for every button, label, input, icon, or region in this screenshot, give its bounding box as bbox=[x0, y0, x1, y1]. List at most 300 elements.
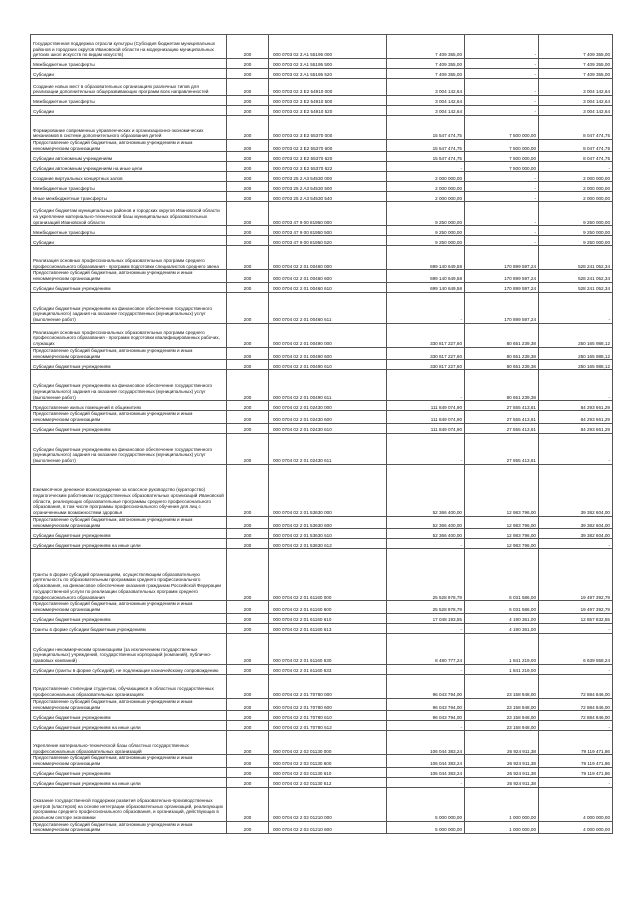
row-executed: 23 158 948,00 bbox=[465, 698, 539, 710]
row-executed: 26 924 911,38 bbox=[465, 731, 539, 755]
row-approved: 17 048 193,55 bbox=[387, 613, 465, 623]
row-approved: 5 000 000,00 bbox=[387, 821, 465, 833]
row-line-code: 200 bbox=[227, 731, 269, 755]
row-approved: - bbox=[387, 623, 465, 633]
table-row bbox=[31, 69, 613, 79]
row-approved: 9 250 000,00 bbox=[387, 202, 465, 226]
row-budget-code: 000 0703 02 3 E2 55370 600 bbox=[269, 140, 387, 152]
row-line-code: 200 bbox=[227, 516, 269, 528]
row-executed: 1 000 000,00 bbox=[465, 821, 539, 833]
row-budget-code: 000 0704 02 2 01 00460 000 bbox=[269, 246, 387, 270]
row-name: Субсидии некоммерческим организациям (за исключением государственных (муниципальных) учреждений, государственных корпораций (компаний), публично-правовых компаний) bbox=[31, 633, 227, 664]
row-unexecuted: 79 119 471,86 bbox=[539, 767, 613, 777]
row-name: Создание новых мест в образовательных организациях различных типов для реализации дополнительных общеразвивающих программ всех направленностей bbox=[31, 79, 227, 96]
row-unexecuted: 72 884 846,00 bbox=[539, 698, 613, 710]
row-budget-code: 000 0704 02 2 01 70780 000 bbox=[269, 674, 387, 698]
row-budget-code: 000 0703 02 3 E2 54910 000 bbox=[269, 79, 387, 96]
row-unexecuted: 2 000 000,00 bbox=[539, 172, 613, 182]
row-executed: - bbox=[465, 202, 539, 226]
table-row bbox=[31, 202, 613, 226]
row-unexecuted: 84 293 661,29 bbox=[539, 401, 613, 411]
row-name: Государственная поддержка отрасли культуры (Субсидия бюджетам муниципальных районов и городских округов Ивановской области на модернизацию муниципальных детских школ искусств по видам искусств) bbox=[31, 35, 227, 59]
row-approved: 25 528 978,79 bbox=[387, 601, 465, 613]
row-line-code: 200 bbox=[227, 116, 269, 140]
row-name: Субсидии бюджетным учреждениям bbox=[31, 711, 227, 721]
row-name: Предоставление субсидий бюджетным, автономным учреждениям и иным некоммерческим организациям bbox=[31, 270, 227, 282]
table-row bbox=[31, 464, 613, 516]
row-budget-code: 000 0703 25 2 A3 54530 540 bbox=[269, 192, 387, 202]
row-executed: 1 841 219,00 bbox=[465, 633, 539, 664]
row-line-code: 200 bbox=[227, 182, 269, 192]
row-approved: 52 366 400,00 bbox=[387, 516, 465, 528]
row-executed: 80 651 239,38 bbox=[465, 360, 539, 370]
row-unexecuted: 7 409 355,00 bbox=[539, 35, 613, 59]
row-unexecuted: 39 382 604,00 bbox=[539, 464, 613, 516]
row-unexecuted: 39 382 604,00 bbox=[539, 529, 613, 539]
row-executed: 7 500 000,00 bbox=[465, 116, 539, 140]
row-unexecuted: 4 000 000,00 bbox=[539, 821, 613, 833]
row-name: Субсидии автономным учреждениям bbox=[31, 152, 227, 162]
row-executed: - bbox=[465, 182, 539, 192]
row-unexecuted: 250 165 988,12 bbox=[539, 360, 613, 370]
row-budget-code: 000 0703 47 9 00 81950 500 bbox=[269, 226, 387, 236]
table-row bbox=[31, 323, 613, 347]
row-name: Межбюджетные трансферты bbox=[31, 226, 227, 236]
row-unexecuted: 4 000 000,00 bbox=[539, 787, 613, 821]
row-executed: - bbox=[465, 236, 539, 246]
row-line-code: 200 bbox=[227, 106, 269, 116]
table-row bbox=[31, 162, 613, 172]
row-approved: 96 043 794,00 bbox=[387, 711, 465, 721]
table-row bbox=[31, 347, 613, 359]
row-executed: 6 031 586,00 bbox=[465, 601, 539, 613]
row-line-code: 200 bbox=[227, 246, 269, 270]
row-executed: 7 500 000,00 bbox=[465, 162, 539, 172]
row-budget-code: 000 0703 02 3 E2 55370 620 bbox=[269, 152, 387, 162]
row-executed: 23 158 948,00 bbox=[465, 721, 539, 731]
row-approved: 7 409 355,00 bbox=[387, 59, 465, 69]
row-budget-code: 000 0704 02 2 01 02430 600 bbox=[269, 411, 387, 423]
row-name: Субсидии bbox=[31, 236, 227, 246]
table-row bbox=[31, 360, 613, 370]
row-executed: 6 031 586,00 bbox=[465, 549, 539, 601]
row-budget-code: 000 0703 47 9 00 81950 520 bbox=[269, 236, 387, 246]
row-name: Предоставление субсидий бюджетным, автономным учреждениям и иным некоммерческим организациям bbox=[31, 821, 227, 833]
row-name: Оказание государственной поддержки развития образовательно-производственных центров (кластеров) на основе интеграции образовательных организаций, реализующих программы среднего профессионального образования, и организаций, действующих в реальном секторе экономики bbox=[31, 787, 227, 821]
row-budget-code: 000 0704 02 2 02 01130 000 bbox=[269, 731, 387, 755]
row-approved: 15 547 474,75 bbox=[387, 116, 465, 140]
row-approved: 15 547 474,75 bbox=[387, 152, 465, 162]
row-line-code: 200 bbox=[227, 96, 269, 106]
row-unexecuted: 2 000 000,00 bbox=[539, 192, 613, 202]
row-executed: 7 500 000,00 bbox=[465, 140, 539, 152]
row-unexecuted: 79 119 471,86 bbox=[539, 755, 613, 767]
row-name: Субсидии бюджетным учреждениям на иные цели bbox=[31, 539, 227, 549]
table-row bbox=[31, 270, 613, 282]
row-name: Субсидии бюджетным учреждениям на финансовое обеспечение государственного (муниципального) задания на оказание государственных (муниципальных) услуг (выполнение работ) bbox=[31, 433, 227, 464]
row-line-code: 200 bbox=[227, 721, 269, 731]
row-approved: - bbox=[387, 664, 465, 674]
row-approved: - bbox=[387, 721, 465, 731]
row-executed: 26 924 911,38 bbox=[465, 767, 539, 777]
row-executed: 27 555 413,61 bbox=[465, 433, 539, 464]
row-name: Субсидии бюджетным учреждениям bbox=[31, 613, 227, 623]
row-budget-code: 000 0704 02 2 01 53630 612 bbox=[269, 539, 387, 549]
row-unexecuted: 528 241 052,34 bbox=[539, 270, 613, 282]
row-name: Субсидии бюджетным учреждениям на финансовое обеспечение государственного (муниципального) задания на оказание государственных (муниципальных) услуг (выполнение работ) bbox=[31, 292, 227, 323]
row-executed: 80 651 239,38 bbox=[465, 370, 539, 401]
row-executed: 12 983 796,00 bbox=[465, 529, 539, 539]
row-line-code: 200 bbox=[227, 821, 269, 833]
row-line-code: 200 bbox=[227, 140, 269, 152]
table-row bbox=[31, 401, 613, 411]
row-line-code: 200 bbox=[227, 270, 269, 282]
table-row bbox=[31, 633, 613, 664]
row-approved: - bbox=[387, 370, 465, 401]
row-approved: 699 140 649,58 bbox=[387, 270, 465, 282]
row-unexecuted: 72 884 846,00 bbox=[539, 711, 613, 721]
row-name: Субсидии бюджетам муниципальных районов и городских округов Ивановской области на укрепление материально-технической базы муниципальных образовательных организаций Ивановской области bbox=[31, 202, 227, 226]
row-executed: 27 555 413,61 bbox=[465, 411, 539, 423]
table-row bbox=[31, 140, 613, 152]
row-executed: - bbox=[465, 96, 539, 106]
row-name: Реализация основных профессиональных образовательных программ среднего профессионального образования - программ подготовки специалистов среднего звена bbox=[31, 246, 227, 270]
row-unexecuted: 19 497 392,79 bbox=[539, 601, 613, 613]
row-budget-code: 000 0703 02 3 A1 55195 500 bbox=[269, 59, 387, 69]
row-name: Субсидии бюджетным учреждениям bbox=[31, 282, 227, 292]
row-name: Субсидии бюджетным учреждениям bbox=[31, 423, 227, 433]
table-row bbox=[31, 529, 613, 539]
row-line-code: 200 bbox=[227, 292, 269, 323]
table-row bbox=[31, 433, 613, 464]
table-row bbox=[31, 172, 613, 182]
row-approved: 15 547 474,75 bbox=[387, 140, 465, 152]
row-budget-code: 000 0703 02 3 A1 55195 520 bbox=[269, 69, 387, 79]
row-line-code: 200 bbox=[227, 323, 269, 347]
row-budget-code: 000 0703 25 2 A3 54530 000 bbox=[269, 172, 387, 182]
table-row bbox=[31, 549, 613, 601]
table-row bbox=[31, 35, 613, 59]
row-approved: 96 043 794,00 bbox=[387, 674, 465, 698]
row-unexecuted: - bbox=[539, 721, 613, 731]
row-name: Предоставление субсидий бюджетным, автономным учреждениям и иным некоммерческим организациям bbox=[31, 516, 227, 528]
row-budget-code: 000 0704 02 2 01 70780 600 bbox=[269, 698, 387, 710]
row-executed: 80 651 239,38 bbox=[465, 347, 539, 359]
row-line-code: 200 bbox=[227, 767, 269, 777]
row-unexecuted: 250 165 988,12 bbox=[539, 323, 613, 347]
row-budget-code: 000 0704 02 2 01 61160 000 bbox=[269, 549, 387, 601]
row-executed: 23 158 948,00 bbox=[465, 711, 539, 721]
row-executed: 12 983 796,00 bbox=[465, 464, 539, 516]
row-line-code: 200 bbox=[227, 549, 269, 601]
row-line-code: 200 bbox=[227, 162, 269, 172]
row-line-code: 200 bbox=[227, 633, 269, 664]
row-name: Субсидии бюджетным учреждениям bbox=[31, 767, 227, 777]
table-row bbox=[31, 767, 613, 777]
row-name: Субсидии бюджетным учреждениям на иные цели bbox=[31, 777, 227, 787]
row-name: Формирование современных управленческих и организационно-экономических механизмов в системе дополнительного образования детей bbox=[31, 116, 227, 140]
row-budget-code: 000 0704 02 2 01 53630 000 bbox=[269, 464, 387, 516]
row-executed: 170 899 597,24 bbox=[465, 270, 539, 282]
row-executed: 1 000 000,00 bbox=[465, 787, 539, 821]
row-name: Гранты в форме субсидии бюджетным учреждениям bbox=[31, 623, 227, 633]
row-name: Предоставление субсидий бюджетным, автономным учреждениям и иным некоммерческим организациям bbox=[31, 601, 227, 613]
row-budget-code: 000 0703 02 3 E2 55370 000 bbox=[269, 116, 387, 140]
row-name: Субсидии бюджетным учреждениям bbox=[31, 529, 227, 539]
row-executed: 27 555 413,61 bbox=[465, 401, 539, 411]
row-executed: - bbox=[465, 79, 539, 96]
table-row bbox=[31, 96, 613, 106]
row-budget-code: 000 0704 02 2 01 00460 611 bbox=[269, 292, 387, 323]
row-executed: - bbox=[465, 106, 539, 116]
row-line-code: 200 bbox=[227, 59, 269, 69]
table-row bbox=[31, 755, 613, 767]
row-approved: 5 000 000,00 bbox=[387, 787, 465, 821]
row-name: Предоставление субсидий бюджетным, автономным учреждениям и иным некоммерческим организациям bbox=[31, 347, 227, 359]
row-budget-code: 000 0703 02 3 E2 54910 520 bbox=[269, 106, 387, 116]
row-unexecuted: 12 857 832,55 bbox=[539, 613, 613, 623]
row-budget-code: 000 0704 02 2 02 01210 000 bbox=[269, 787, 387, 821]
table-row bbox=[31, 59, 613, 69]
row-approved: 25 528 978,79 bbox=[387, 549, 465, 601]
budget-table bbox=[30, 34, 613, 834]
row-approved: 8 480 777,24 bbox=[387, 633, 465, 664]
row-name: Укрепление материально-технической базы областных государственных профессиональных образовательных организаций bbox=[31, 731, 227, 755]
row-unexecuted: 7 409 355,00 bbox=[539, 59, 613, 69]
row-line-code: 200 bbox=[227, 35, 269, 59]
row-name: Предоставление субсидий бюджетным, автономным учреждениям и иным некоммерческим организациям bbox=[31, 698, 227, 710]
row-approved: 52 366 400,00 bbox=[387, 464, 465, 516]
row-line-code: 200 bbox=[227, 464, 269, 516]
row-budget-code: 000 0704 02 2 01 61160 613 bbox=[269, 623, 387, 633]
table-row bbox=[31, 711, 613, 721]
table-row bbox=[31, 423, 613, 433]
row-unexecuted: - bbox=[539, 433, 613, 464]
row-approved: 2 000 000,00 bbox=[387, 172, 465, 182]
row-name: Предоставление стипендии студентам, обучающимся в областных государственных профессиональных образовательных организациях bbox=[31, 674, 227, 698]
row-executed: 26 924 911,38 bbox=[465, 777, 539, 787]
row-unexecuted: 84 293 661,29 bbox=[539, 411, 613, 423]
row-executed: 27 555 413,61 bbox=[465, 423, 539, 433]
row-budget-code: 000 0704 02 2 01 00490 610 bbox=[269, 360, 387, 370]
row-unexecuted: 528 241 052,34 bbox=[539, 246, 613, 270]
row-executed: 26 924 911,38 bbox=[465, 755, 539, 767]
row-name: Гранты в форме субсидий организациям, осуществляющим образовательную деятельность по образовательным программам среднего профессионального образования, на финансовое обеспечение оказания гражданам Российской Федерации государственной услуги по реализации образовательных программ среднего профессионального образования bbox=[31, 549, 227, 601]
row-name: Ежемесячное денежное вознаграждение за классное руководство (кураторство) педагогическим работникам государственных образовательных организаций Ивановской области, реализующих образовательные программы среднего профессионального образования, в том числе программы профессионального обучения для лиц с ограниченными возможностями здоровья bbox=[31, 464, 227, 516]
row-budget-code: 000 0704 02 2 01 53630 600 bbox=[269, 516, 387, 528]
row-name: Субсидии бюджетным учреждениям bbox=[31, 360, 227, 370]
row-line-code: 200 bbox=[227, 601, 269, 613]
row-unexecuted: 8 047 474,75 bbox=[539, 116, 613, 140]
row-budget-code: 000 0704 02 2 02 01130 610 bbox=[269, 767, 387, 777]
row-name: Предоставление субсидий бюджетным, автономным учреждениям и иным некоммерческим организациям bbox=[31, 411, 227, 423]
row-budget-code: 000 0704 02 2 01 00490 600 bbox=[269, 347, 387, 359]
row-executed: 12 983 796,00 bbox=[465, 516, 539, 528]
row-line-code: 200 bbox=[227, 613, 269, 623]
table-row bbox=[31, 192, 613, 202]
row-name: Межбюджетные трансферты bbox=[31, 96, 227, 106]
row-unexecuted: - bbox=[539, 162, 613, 172]
row-name: Субсидии бюджетным учреждениям на иные цели bbox=[31, 721, 227, 731]
row-unexecuted: - bbox=[539, 292, 613, 323]
row-budget-code: 000 0704 02 2 02 01210 600 bbox=[269, 821, 387, 833]
row-budget-code: 000 0704 02 2 01 61160 610 bbox=[269, 613, 387, 623]
row-approved: 106 044 383,24 bbox=[387, 755, 465, 767]
row-budget-code: 000 0704 02 2 01 61160 600 bbox=[269, 601, 387, 613]
row-unexecuted: 39 382 604,00 bbox=[539, 516, 613, 528]
row-unexecuted: 3 004 142,64 bbox=[539, 96, 613, 106]
table-row bbox=[31, 116, 613, 140]
row-unexecuted: 3 004 142,64 bbox=[539, 106, 613, 116]
row-executed: 4 190 361,00 bbox=[465, 623, 539, 633]
row-approved: 330 817 227,60 bbox=[387, 360, 465, 370]
row-unexecuted: 72 884 846,00 bbox=[539, 674, 613, 698]
row-budget-code: 000 0704 02 2 01 02430 611 bbox=[269, 433, 387, 464]
row-approved: 9 250 000,00 bbox=[387, 226, 465, 236]
row-line-code: 200 bbox=[227, 698, 269, 710]
row-budget-code: 000 0704 02 2 01 70780 610 bbox=[269, 711, 387, 721]
row-approved: 3 004 142,64 bbox=[387, 96, 465, 106]
row-line-code: 200 bbox=[227, 192, 269, 202]
row-executed: 170 899 597,24 bbox=[465, 246, 539, 270]
row-unexecuted: - bbox=[539, 370, 613, 401]
row-name: Создание виртуальных концертных залов bbox=[31, 172, 227, 182]
table-row bbox=[31, 106, 613, 116]
row-unexecuted: 9 250 000,00 bbox=[539, 202, 613, 226]
row-approved: - bbox=[387, 433, 465, 464]
table-row bbox=[31, 370, 613, 401]
row-line-code: 200 bbox=[227, 411, 269, 423]
row-line-code: 200 bbox=[227, 202, 269, 226]
row-approved: - bbox=[387, 777, 465, 787]
row-name: Субсидии bbox=[31, 69, 227, 79]
table-row bbox=[31, 698, 613, 710]
table-row bbox=[31, 731, 613, 755]
row-unexecuted: 9 250 000,00 bbox=[539, 226, 613, 236]
row-approved: 330 817 227,60 bbox=[387, 347, 465, 359]
row-budget-code: 000 0704 02 2 01 53630 610 bbox=[269, 529, 387, 539]
row-approved: 699 140 649,58 bbox=[387, 246, 465, 270]
row-line-code: 200 bbox=[227, 623, 269, 633]
row-unexecuted: 6 639 558,24 bbox=[539, 633, 613, 664]
row-approved: 7 409 355,00 bbox=[387, 35, 465, 59]
row-line-code: 200 bbox=[227, 433, 269, 464]
row-unexecuted: 8 047 474,75 bbox=[539, 152, 613, 162]
row-approved: 9 250 000,00 bbox=[387, 236, 465, 246]
row-name: Предоставление жилых помещений в общежитиях bbox=[31, 401, 227, 411]
row-line-code: 200 bbox=[227, 755, 269, 767]
row-executed: - bbox=[465, 172, 539, 182]
row-approved: - bbox=[387, 162, 465, 172]
row-unexecuted: 84 293 661,29 bbox=[539, 423, 613, 433]
row-line-code: 200 bbox=[227, 79, 269, 96]
row-executed: - bbox=[465, 226, 539, 236]
row-line-code: 200 bbox=[227, 370, 269, 401]
row-executed: 23 158 948,00 bbox=[465, 674, 539, 698]
row-executed: 1 841 219,00 bbox=[465, 664, 539, 674]
row-unexecuted: 3 004 142,64 bbox=[539, 79, 613, 96]
row-approved: - bbox=[387, 292, 465, 323]
row-budget-code: 000 0704 02 2 02 01130 600 bbox=[269, 755, 387, 767]
row-approved: 52 366 400,00 bbox=[387, 529, 465, 539]
table-row bbox=[31, 516, 613, 528]
row-budget-code: 000 0704 02 2 01 61160 633 bbox=[269, 664, 387, 674]
row-budget-code: 000 0703 02 3 E2 55370 622 bbox=[269, 162, 387, 172]
row-name: Субсидии бюджетным учреждениям на финансовое обеспечение государственного (муниципального) задания на оказание государственных (муниципальных) услуг (выполнение работ) bbox=[31, 370, 227, 401]
row-name: Иные межбюджетные трансферты bbox=[31, 192, 227, 202]
table-row bbox=[31, 601, 613, 613]
row-budget-code: 000 0704 02 2 01 00490 000 bbox=[269, 323, 387, 347]
row-approved: 699 140 649,58 bbox=[387, 282, 465, 292]
row-executed: 4 190 361,00 bbox=[465, 613, 539, 623]
table-row bbox=[31, 282, 613, 292]
row-unexecuted: 250 165 988,12 bbox=[539, 347, 613, 359]
table-row bbox=[31, 182, 613, 192]
row-budget-code: 000 0703 47 9 00 81950 000 bbox=[269, 202, 387, 226]
row-name: Межбюджетные трансферты bbox=[31, 182, 227, 192]
row-name: Предоставление субсидий бюджетным, автономным учреждениям и иным некоммерческим организациям bbox=[31, 140, 227, 152]
table-row bbox=[31, 664, 613, 674]
row-name: Субсидии bbox=[31, 106, 227, 116]
row-budget-code: 000 0704 02 2 01 00460 610 bbox=[269, 282, 387, 292]
row-line-code: 200 bbox=[227, 423, 269, 433]
row-unexecuted: 8 047 474,75 bbox=[539, 140, 613, 152]
row-unexecuted: 7 409 355,00 bbox=[539, 69, 613, 79]
table-row bbox=[31, 623, 613, 633]
row-budget-code: 000 0704 02 2 01 02430 610 bbox=[269, 423, 387, 433]
table-row bbox=[31, 787, 613, 821]
row-approved: 7 409 355,00 bbox=[387, 69, 465, 79]
row-approved: 3 004 142,64 bbox=[387, 106, 465, 116]
row-line-code: 200 bbox=[227, 401, 269, 411]
row-line-code: 200 bbox=[227, 777, 269, 787]
row-line-code: 200 bbox=[227, 539, 269, 549]
row-executed: 170 899 597,24 bbox=[465, 292, 539, 323]
row-budget-code: 000 0703 02 3 A1 55195 000 bbox=[269, 35, 387, 59]
row-executed: - bbox=[465, 59, 539, 69]
row-name: Субсидии автономным учреждениям на иные цели bbox=[31, 162, 227, 172]
row-name: Предоставление субсидий бюджетным, автономным учреждениям и иным некоммерческим организациям bbox=[31, 755, 227, 767]
row-executed: 170 899 597,24 bbox=[465, 282, 539, 292]
row-line-code: 200 bbox=[227, 711, 269, 721]
table-row bbox=[31, 821, 613, 833]
row-approved: 3 004 142,64 bbox=[387, 79, 465, 96]
row-budget-code: 000 0703 02 3 E2 54910 500 bbox=[269, 96, 387, 106]
row-executed: 7 500 000,00 bbox=[465, 152, 539, 162]
row-name: Межбюджетные трансферты bbox=[31, 59, 227, 69]
row-budget-code: 000 0704 02 2 01 70780 612 bbox=[269, 721, 387, 731]
row-unexecuted: - bbox=[539, 539, 613, 549]
row-line-code: 200 bbox=[227, 226, 269, 236]
row-executed: 80 651 239,38 bbox=[465, 323, 539, 347]
row-line-code: 200 bbox=[227, 529, 269, 539]
row-executed: - bbox=[465, 192, 539, 202]
row-unexecuted: 528 241 052,34 bbox=[539, 282, 613, 292]
row-executed: - bbox=[465, 69, 539, 79]
row-line-code: 200 bbox=[227, 152, 269, 162]
row-approved: 111 849 074,90 bbox=[387, 423, 465, 433]
row-line-code: 200 bbox=[227, 787, 269, 821]
table-row bbox=[31, 226, 613, 236]
row-budget-code: 000 0704 02 2 01 02430 000 bbox=[269, 401, 387, 411]
row-unexecuted: 79 119 471,86 bbox=[539, 731, 613, 755]
row-budget-code: 000 0704 02 2 01 00490 611 bbox=[269, 370, 387, 401]
table-row bbox=[31, 79, 613, 96]
row-approved: 111 849 074,90 bbox=[387, 401, 465, 411]
row-executed: 12 983 796,00 bbox=[465, 539, 539, 549]
row-unexecuted: - bbox=[539, 664, 613, 674]
row-approved: 330 817 227,60 bbox=[387, 323, 465, 347]
